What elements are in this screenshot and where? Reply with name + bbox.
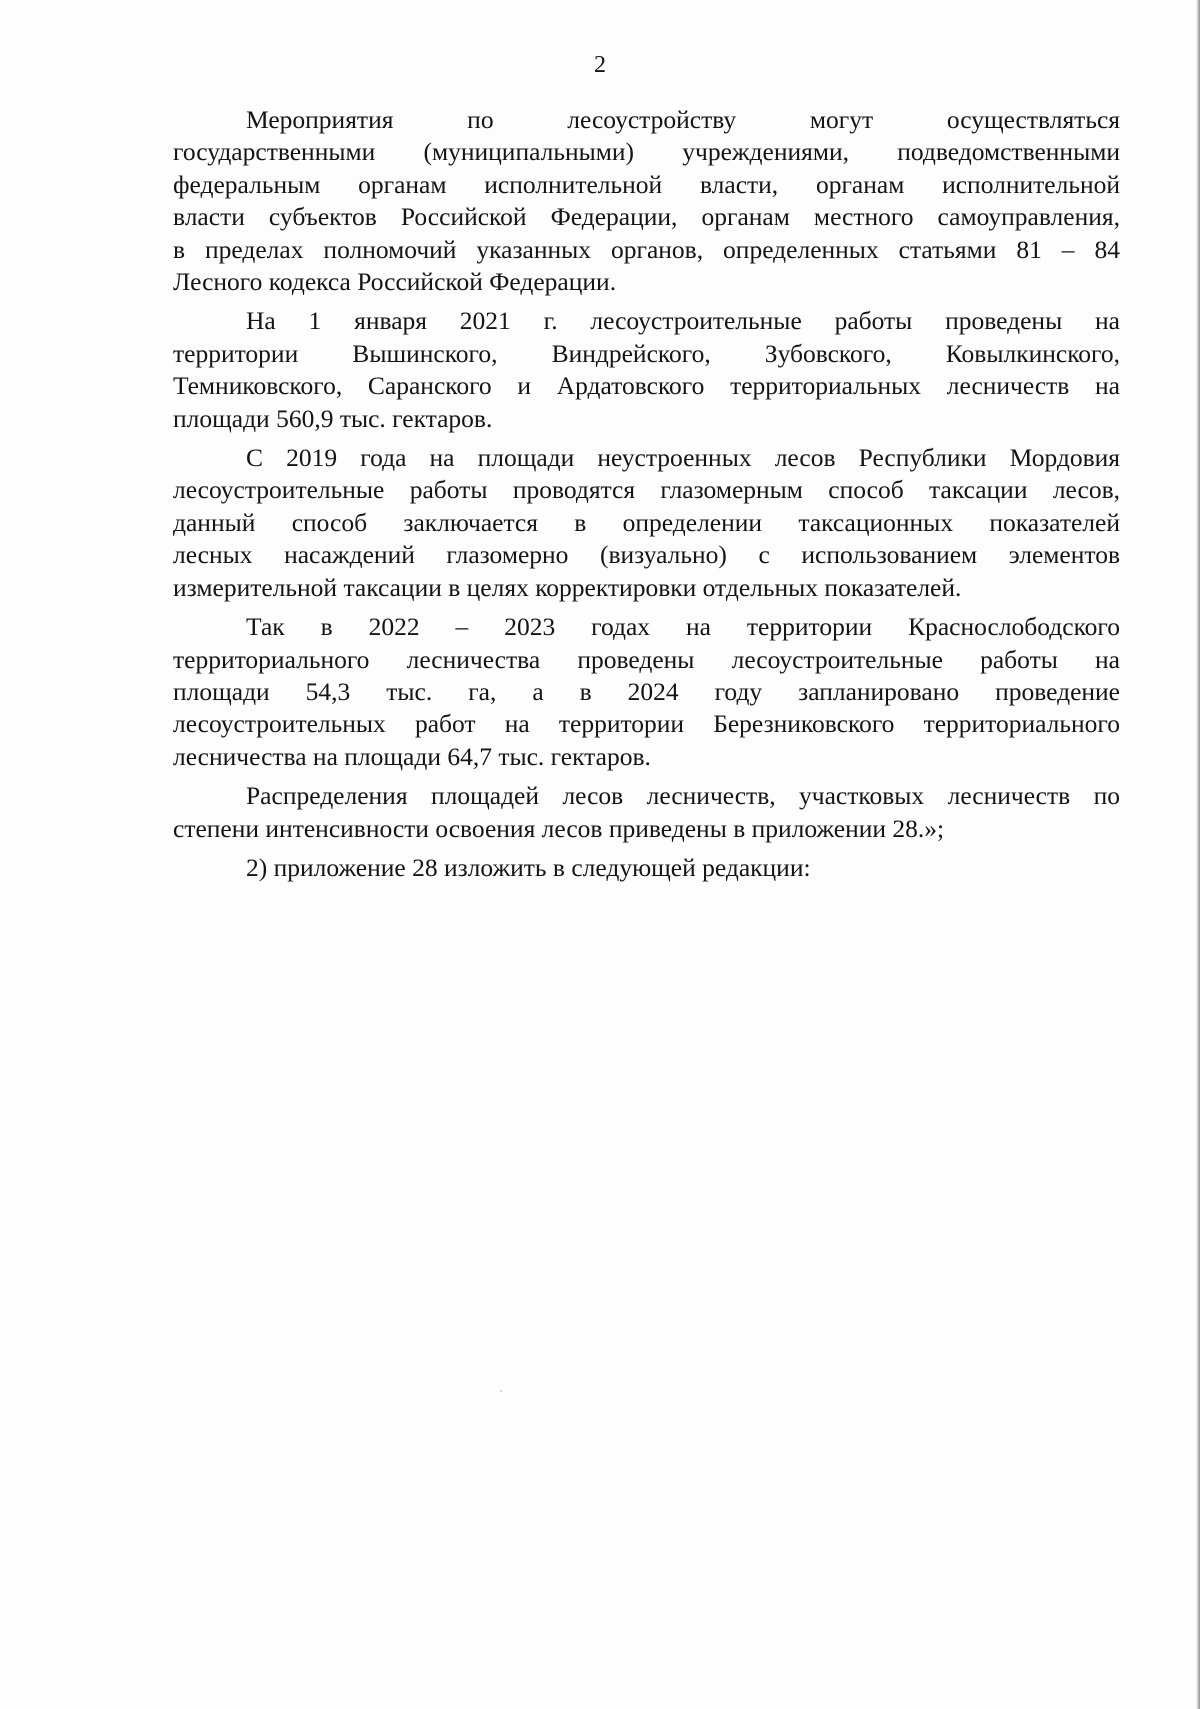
page-number: 2 (594, 52, 606, 78)
text-line: лесничества на площади 64,7 тыс. гектаров. (173, 741, 651, 771)
text-line: Лесного кодекса Российской Федерации. (173, 267, 617, 297)
text-line: Мероприятия по лесоустройству могут осуществляться (246, 105, 1120, 134)
text-line: площади 560,9 тыс. гектаров. (173, 403, 493, 433)
text-line: С 2019 года на площади неустроенных лесов Республики Мордовия (246, 443, 1120, 473)
text-line: в пределах полномочий указанных органов, определенных статьями 81 – 84 (173, 234, 1120, 264)
text-line: данный способ заключается в определении таксационных показателей (173, 507, 1120, 537)
paragraph-appendix-28-amendment (173, 852, 1120, 884)
text-line: власти субъектов Российской Федерации, органам местного самоуправления, (173, 202, 1120, 232)
document-body (173, 104, 1120, 891)
text-line: 2) приложение 28 изложить в следующей редакции: (246, 852, 811, 882)
text-line: Так в 2022 – 2023 годах на территории Краснослободского (246, 612, 1120, 642)
text-line: территориального лесничества проведены лесоустроительные работы на (173, 644, 1120, 674)
scan-edge-shadow (1196, 0, 1200, 1709)
text-line: лесоустроительных работ на территории Березниковского территориального (173, 709, 1120, 739)
text-line: измерительной таксации в целях корректировки отдельных показателей. (173, 572, 962, 602)
text-line: площади 54,3 тыс. га, а в 2024 году запланировано проведение (173, 676, 1120, 706)
text-line: территории Вышинского, Виндрейского, Зубовского, Ковылкинского, (173, 338, 1120, 368)
paragraph-works-2022-2024 (173, 611, 1120, 773)
scan-speck (500, 1390, 502, 1392)
paragraph-works-as-of-2021 (173, 305, 1120, 435)
text-line: государственными (муниципальными) учреждениями, подведомственными (173, 137, 1120, 167)
text-line: На 1 января 2021 г. лесоустроительные работы проведены на (246, 306, 1120, 336)
paragraph-visual-taxation-method (173, 442, 1120, 604)
text-line: Темниковского, Саранского и Ардатовского территориальных лесничеств на (173, 371, 1120, 401)
paragraph-forest-management-institutions (173, 104, 1120, 298)
text-line: лесоустроительные работы проводятся глазомерным способ таксации лесов, (173, 475, 1120, 505)
text-line: Распределения площадей лесов лесничеств, участковых лесничеств по (246, 781, 1120, 811)
paragraph-area-distribution (173, 780, 1120, 845)
text-line: федеральным органам исполнительной власти, органам исполнительной (173, 169, 1120, 199)
text-line: степени интенсивности освоения лесов приведены в приложении 28.»; (173, 813, 945, 843)
text-line: лесных насаждений глазомерно (визуально) с использованием элементов (173, 540, 1120, 570)
